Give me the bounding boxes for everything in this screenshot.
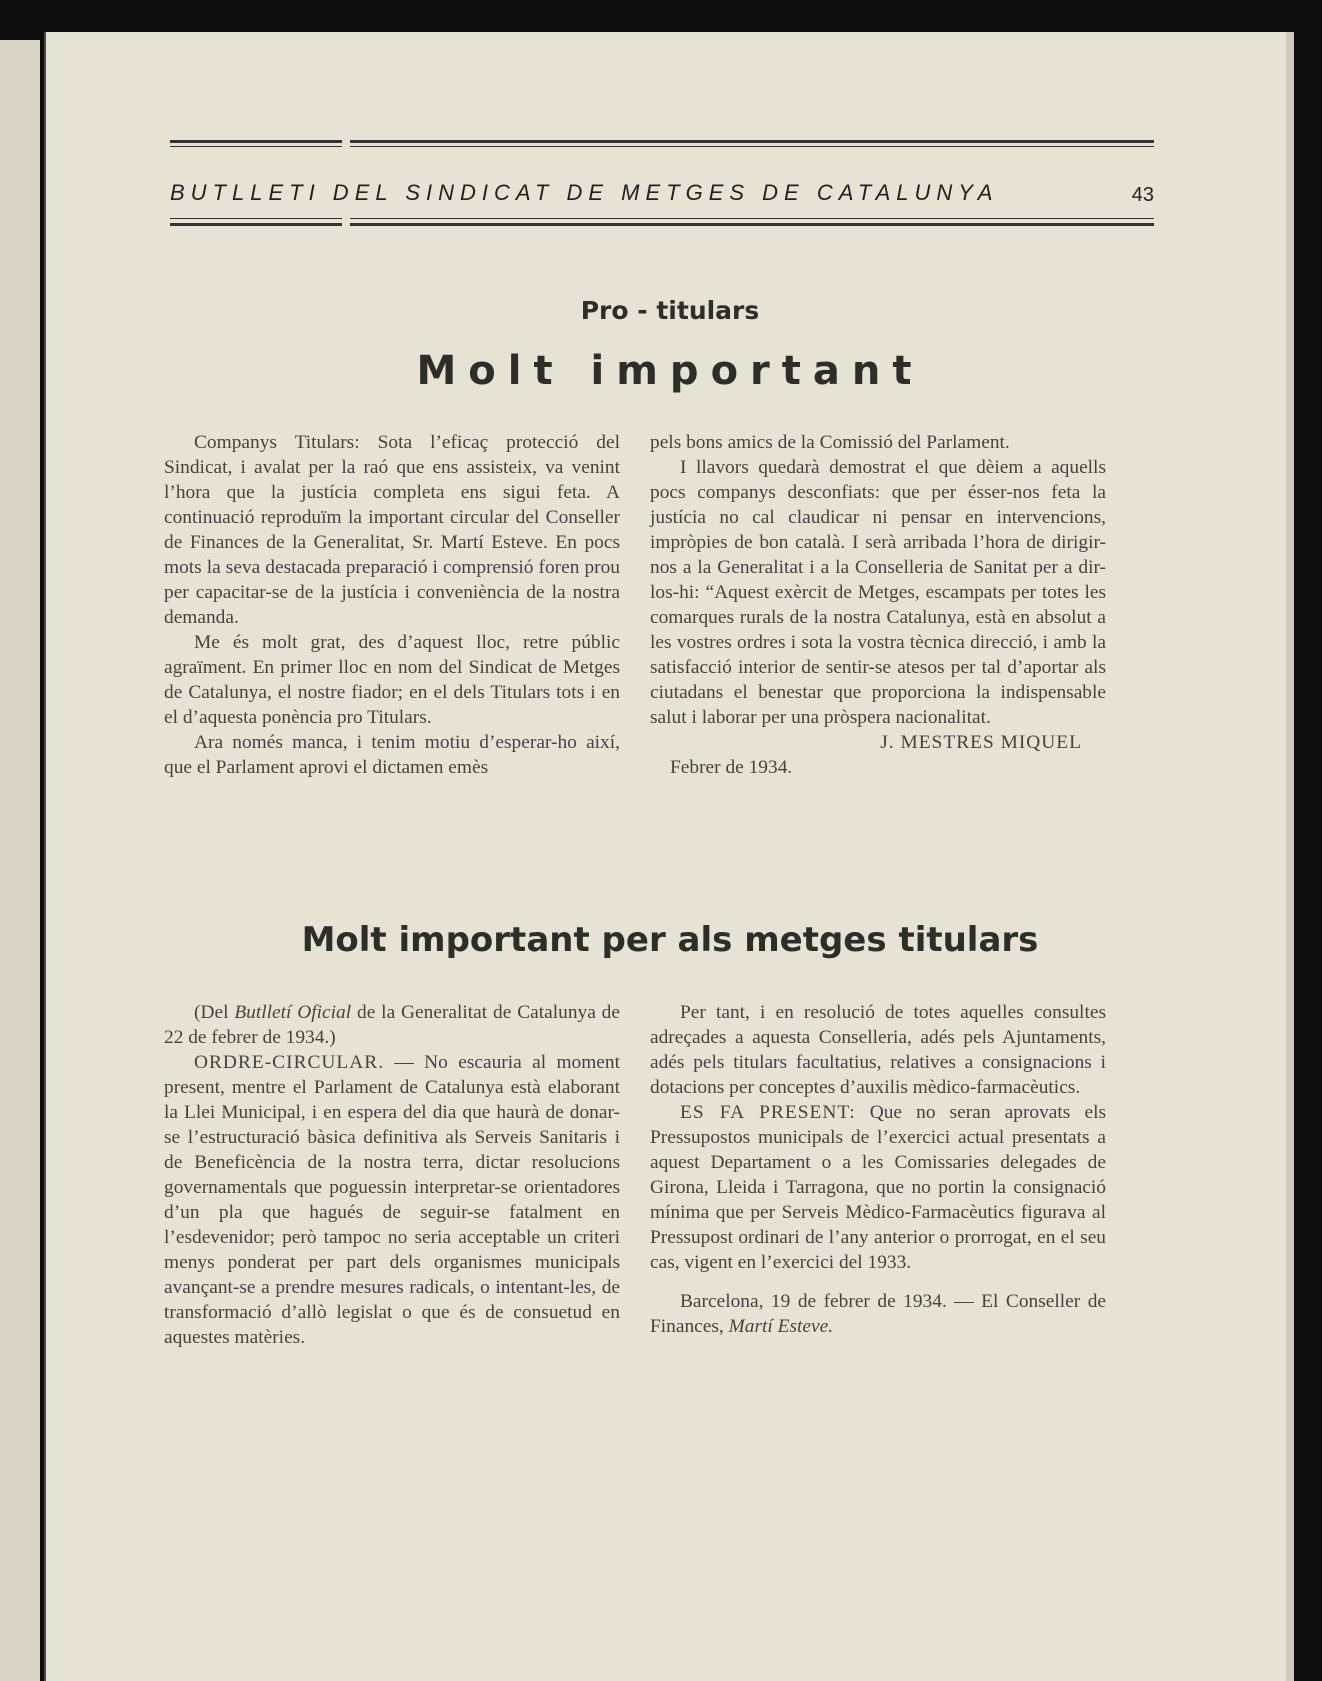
closing-signatory: Martí Esteve. bbox=[728, 1316, 834, 1337]
article1-paragraph: I llavors quedarà demostrat el que dèiem a aquells pocs companys desconfiats: que per ésser-nos feta la justícia no cal claudicar ni pensar en intervencions, impròpies de bon català. I serà arribada l’hora de dirigir-nos a la Generalitat i a la Conselleria de Sanitat per a dir-los-hi: “Aquest exèrcit de Metges, escampats per totes les comarques rurals de la nostra Catalunya, està en absolut a les vostres ordres i sota la vostra tècnica direcció, i amb la satisfacció interior de sentir-se atesos per tal d’aportar als ciutadans el benestar que proporciona la indispensable salut i laborar per una pròspera nacionalitat. bbox=[650, 457, 1106, 728]
document-page bbox=[44, 32, 1294, 1681]
header-rule-top-left bbox=[170, 140, 342, 143]
article2-column-left bbox=[164, 1000, 620, 1350]
es-fa-text: Que no seran aprovats els Pressupostos municipals de l’exercici actual presentats a aquest Departament o a les Comissaries delegades de Girona, Lleida i Tarragona, que no portin la consignació mínima que per Serveis Mèdico-Farmacèutics figurava al Pressupost ordinari de l’any anterior o prorrogat, en el seu cas, vigent en l’exercici del 1933. bbox=[650, 1102, 1106, 1273]
article1-paragraph: Ara només manca, i tenim motiu d’esperar-ho així, que el Parlament aprovi el dictamen emès bbox=[164, 732, 620, 778]
closing-text: Barcelona, 19 de febrer de 1934. — El Conseller de Finances, bbox=[650, 1291, 1106, 1337]
header-rule-top-left-thin bbox=[170, 146, 342, 147]
article2-column-right bbox=[650, 1000, 1106, 1339]
previous-page-edge bbox=[0, 40, 40, 1681]
article2-title: Molt important per als metges titulars bbox=[301, 920, 1039, 960]
article1-paragraph: pels bons amics de la Comissió del Parlament. bbox=[650, 432, 1010, 453]
article1-paragraph: Me és molt grat, des d’aquest lloc, retre públic agraïment. En primer lloc en nom del Sindicat de Metges de Catalunya, el nostre fiador; en el dels Titulars tots i en el d’aquesta ponència pro Titulars. bbox=[164, 632, 620, 728]
header-rule-bottom-right bbox=[350, 223, 1154, 226]
article-title: Molt important bbox=[416, 348, 924, 394]
article-kicker: Pro - titulars bbox=[580, 296, 760, 325]
source-publication: Butlletí Oficial bbox=[234, 1002, 352, 1023]
article2-source bbox=[164, 1000, 620, 1050]
header-rule-bottom-right-thin bbox=[350, 218, 1154, 219]
source-suffix: de la Generalitat de Catalunya de 22 de febrer de 1934.) bbox=[164, 1002, 620, 1048]
article1-signature: J. MESTRES MIQUEL bbox=[880, 732, 1082, 753]
order-text: — No escauria al moment present, mentre el Parlament de Catalunya està elaborant la Llei Municipal, i en espera del dia que haurà de donar-se l’estructuració bàsica definitiva als Serveis Sanitaris i de Beneficència de la nostra terra, dictar resolucions governamentals que poguessin interpretar-se orientadores d’un pla que hagués de seguir-se fatalment en l’esdevenidor; però tampoc no seria acceptable un criteri menys ponderat per part dels organismes municipals avançant-se a prendre mesures radicals, o intentant-les, de transformació d’allò legislat o que és de consuetud en aquestes matèries. bbox=[164, 1052, 620, 1348]
article1-column-right bbox=[650, 430, 1106, 780]
source-prefix: (Del bbox=[194, 1002, 235, 1023]
page-number: 43 bbox=[1131, 184, 1154, 206]
journal-title: BUTLLETI DEL SINDICAT DE METGES DE CATALUNYA bbox=[170, 180, 999, 205]
header-rule-bottom-left bbox=[170, 223, 342, 226]
es-fa-label: ES FA PRESENT: bbox=[680, 1102, 856, 1123]
article2-closing bbox=[650, 1289, 1106, 1339]
header-rule-top-right bbox=[350, 140, 1154, 143]
header-rule-top-right-thin bbox=[350, 146, 1154, 147]
running-header bbox=[170, 140, 1154, 230]
order-label: ORDRE-CIRCULAR. bbox=[194, 1052, 385, 1073]
header-rule-bottom-left-thin bbox=[170, 218, 342, 219]
article1-paragraph: Companys Titulars: Sota l’eficaç protecció del Sindicat, i avalat per la raó que ens assisteix, va venint l’hora que la justícia completa ens sigui feta. A continuació reproduïm la important circular del Conseller de Finances de la Generalitat, Sr. Martí Esteve. En pocs mots la seva destacada preparació i comprensió foren prou per capacitar-se de la justícia i conveniència de la nostra demanda. bbox=[164, 432, 620, 628]
page-edge-shadow bbox=[1286, 32, 1294, 1681]
article1-date: Febrer de 1934. bbox=[670, 757, 793, 778]
article2-es-fa-present bbox=[650, 1100, 1106, 1275]
article2-order bbox=[164, 1050, 620, 1350]
article2-paragraph: Per tant, i en resolució de totes aquelles consultes adreçades a aquesta Conselleria, adés pels Ajuntaments, adés pels titulars facultatius, relatives a consignacions i dotacions per conceptes d’auxilis mèdico-farmacèutics. bbox=[650, 1002, 1106, 1098]
article1-column-left bbox=[164, 430, 620, 780]
